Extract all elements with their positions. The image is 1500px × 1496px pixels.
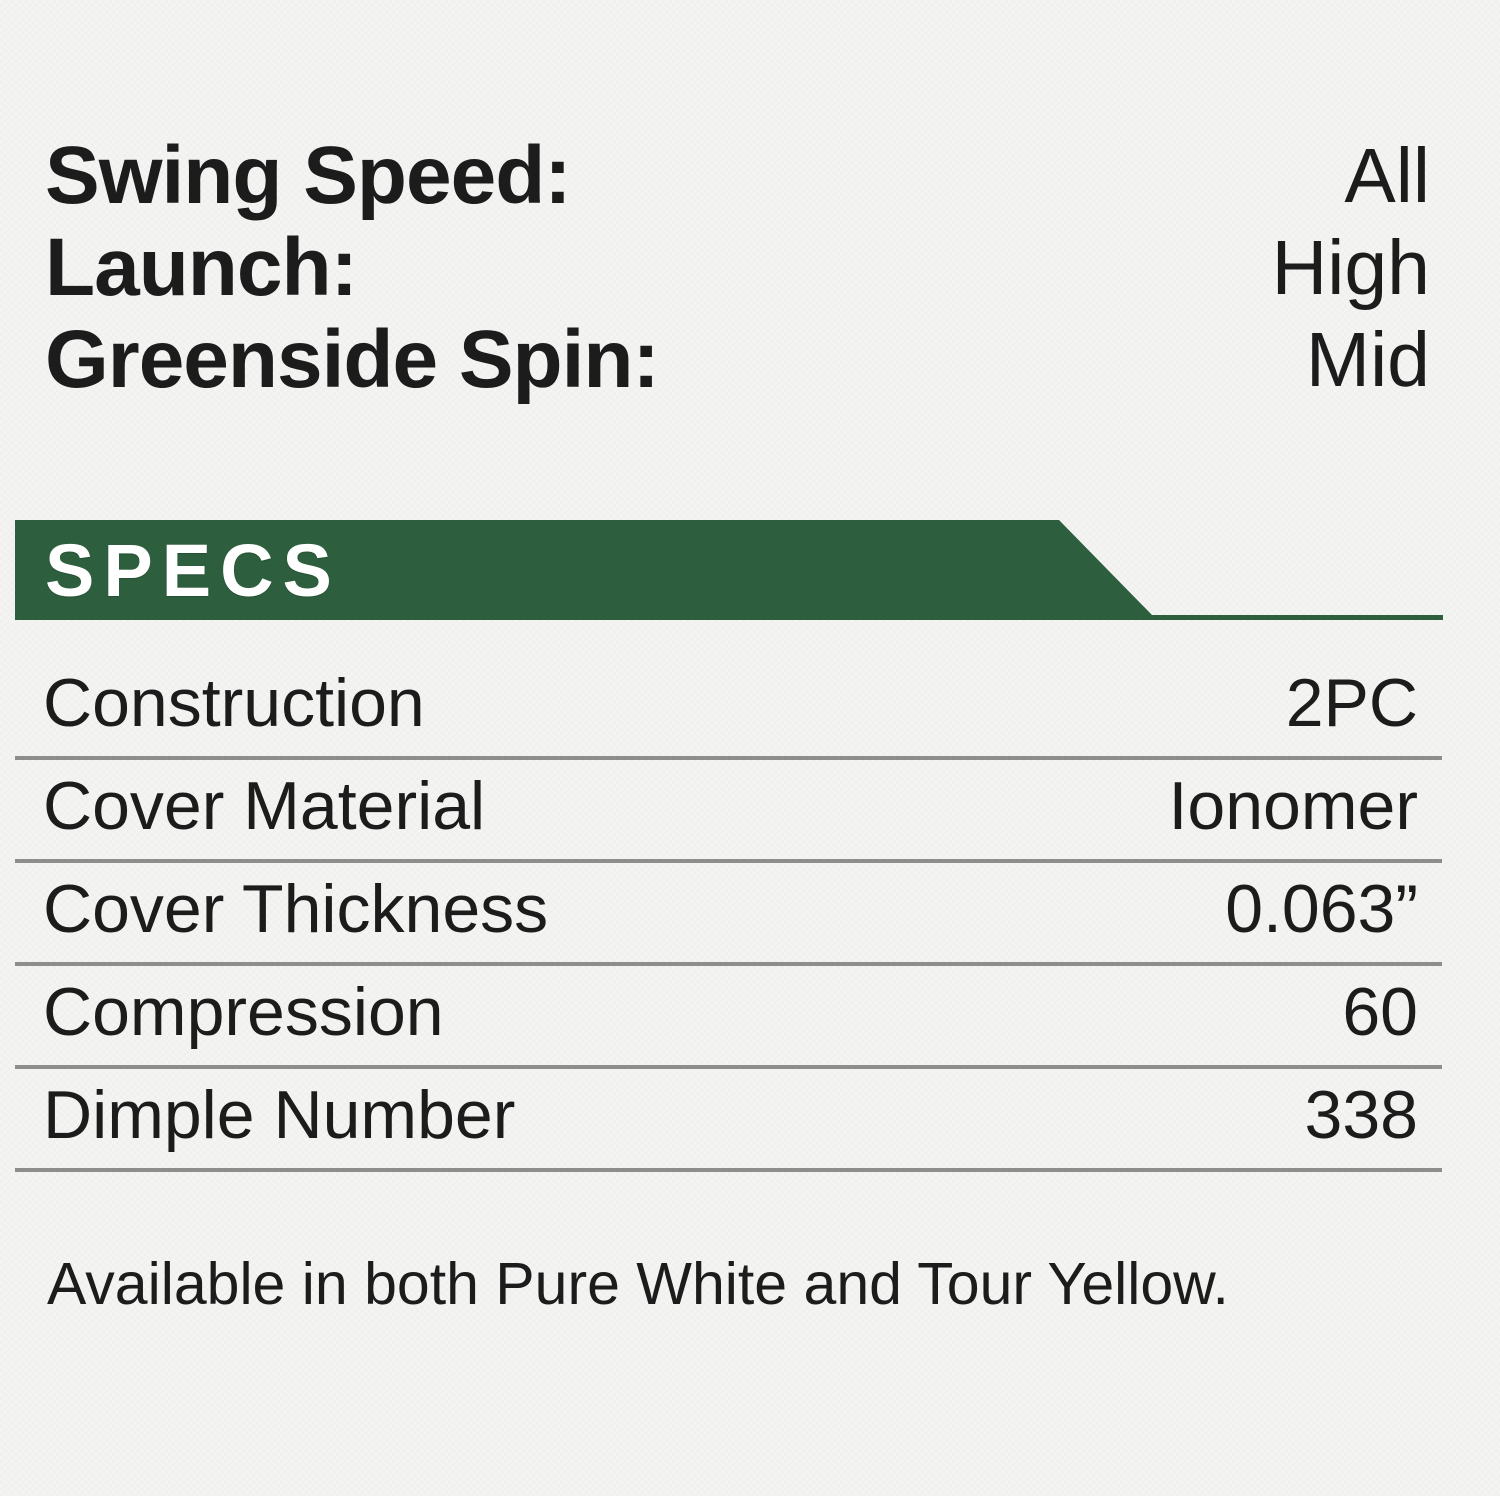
specs-table: [15, 620, 1442, 1172]
swing-speed-value: All: [1344, 132, 1430, 219]
construction-value: 2PC: [1285, 665, 1418, 741]
specs-banner: [15, 520, 1443, 620]
cover-thickness-value: 0.063”: [1225, 871, 1418, 947]
table-row-compression: [15, 966, 1442, 1069]
swing-speed-label: Swing Speed:: [45, 130, 571, 221]
availability-note: Available in both Pure White and Tour Yellow.: [47, 1251, 1229, 1317]
performance-summary: [45, 130, 1430, 406]
dimple-number-value: 338: [1304, 1077, 1418, 1153]
launch-label: Launch:: [45, 222, 357, 313]
launch-value: High: [1271, 224, 1430, 311]
table-row-dimple-number: [15, 1069, 1442, 1172]
compression-label: Compression: [43, 974, 444, 1050]
cover-material-label: Cover Material: [43, 768, 486, 844]
table-row-cover-material: [15, 760, 1442, 863]
table-row-cover-thickness: [15, 863, 1442, 966]
cover-thickness-label: Cover Thickness: [43, 871, 549, 947]
greenside-spin-value: Mid: [1305, 316, 1430, 403]
performance-row-launch: [45, 222, 1430, 314]
cover-material-value: Ionomer: [1168, 768, 1418, 844]
performance-row-swing-speed: [45, 130, 1430, 222]
greenside-spin-label: Greenside Spin:: [45, 314, 659, 405]
construction-label: Construction: [43, 665, 425, 741]
table-row-construction: [15, 620, 1442, 760]
compression-value: 60: [1342, 974, 1418, 1050]
dimple-number-label: Dimple Number: [43, 1077, 516, 1153]
performance-row-greenside-spin: [45, 314, 1430, 406]
specs-banner-title: SPECS: [45, 529, 341, 612]
